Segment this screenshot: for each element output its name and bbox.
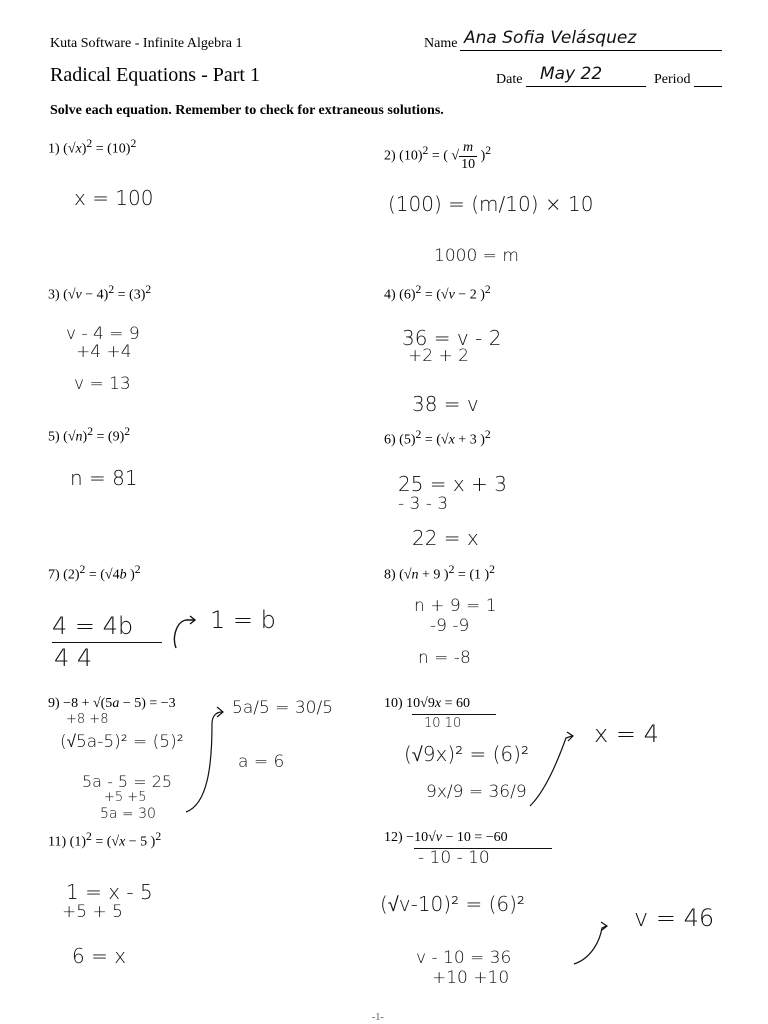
problem-4-equation: 4) $(6)^2 = (√v - 2$ )$^2$ (384, 283, 491, 303)
name-field[interactable] (460, 26, 722, 51)
problem-12-step-1: - 10 - 10 (418, 848, 490, 868)
problem-5-number: 5) (48, 429, 60, 445)
problem-7-number: 7) (48, 567, 60, 583)
problem-7-arrow-icon (172, 614, 198, 650)
problem-9-arrow-icon (182, 704, 226, 816)
problem-10-number: 10) (384, 696, 403, 711)
problem-12-step-3: v - 10 = 36 (416, 948, 512, 968)
problem-1-number: 1) (48, 141, 60, 157)
problem-6-equation: 6) $(5)^2 = (√x + 3$ )$^2$ (384, 428, 491, 448)
problem-11-equation: 11) $(1)^2 = (√x - 5$ )$^2$ (48, 830, 162, 850)
problem-4-step-3: 38 = v (412, 392, 479, 416)
problem-6-number: 6) (384, 432, 396, 448)
problem-3-step-2: +4 +4 (76, 342, 132, 362)
problem-2-step-1: (100) = (m/10) × 10 (388, 192, 594, 216)
problem-9-step-1: +8 +8 (66, 712, 109, 727)
problem-4-step-1: 36 = v - 2 (402, 326, 502, 350)
problem-11-number: 11) (48, 834, 67, 850)
problem-10-fraction-bar (412, 714, 496, 715)
problem-3-number: 3) (48, 287, 60, 303)
period-label: Period (654, 72, 691, 87)
date-field[interactable] (526, 66, 646, 87)
problem-2-number: 2) (384, 148, 396, 164)
problem-9-equation: 9) −8 + √(5a − 5) = −3 (48, 696, 176, 711)
publisher-label: Kuta Software - Infinite Algebra 1 (50, 36, 243, 51)
problem-7-step-1: 4 = 4b (52, 612, 134, 640)
problem-9-step-2: (√5a-5)² = (5)² (60, 732, 184, 752)
instructions: Solve each equation. Remember to check for extraneous solutions. (50, 103, 444, 118)
problem-12-number: 12) (384, 830, 403, 845)
problem-10-step-4: x = 4 (594, 720, 659, 748)
problem-10-arrow-icon (528, 730, 576, 808)
problem-12-step-5: v = 46 (634, 904, 715, 932)
problem-12-arrow-icon (572, 920, 612, 966)
problem-4-step-2: +2 + 2 (408, 346, 469, 366)
problem-9-step-5: 5a = 30 (100, 806, 156, 822)
problem-3-step-1: v - 4 = 9 (66, 324, 140, 344)
problem-10-step-2: (√9x)² = (6)² (404, 742, 529, 766)
problem-12-step-2: (√v-10)² = (6)² (380, 892, 525, 916)
problem-6-step-1: 25 = x + 3 (398, 472, 507, 496)
problem-3-step-3: v = 13 (74, 374, 131, 394)
problem-10-equation: 10) 10√9x = 60 (384, 696, 470, 711)
problem-8-equation: 8) (√n + 9 )$^2$ = (1 )$^2$ (384, 563, 495, 583)
problem-2-step-2: 1000 = m (434, 246, 519, 266)
problem-9-step-6: 5a/5 = 30/5 (232, 698, 334, 718)
problem-3-equation: 3) $(√v - 4)^2 = (3)^2$ (48, 283, 152, 303)
problem-9-step-7: a = 6 (238, 752, 285, 772)
problem-12-equation: 12) −10√v − 10 = −60 (384, 830, 508, 845)
problem-11-step-2: +5 + 5 (62, 902, 123, 922)
problem-9-step-4: +5 +5 (104, 790, 147, 805)
problem-7-fraction-bar (52, 642, 162, 643)
problem-1-step-1: x = 100 (74, 186, 154, 210)
problem-6-step-3: 22 = x (412, 526, 479, 550)
problem-11-step-1: 1 = x - 5 (66, 880, 153, 904)
problem-7-equation: 7) $(2)^2 = (√4b$ )$^2$ (48, 563, 141, 583)
problem-8-step-2: -9 -9 (430, 616, 470, 636)
problem-11-step-3: 6 = x (72, 944, 127, 968)
problem-9-step-3: 5a - 5 = 25 (82, 772, 173, 791)
problem-1-equation: 1) $(√x)^2 = (10)^2$ (48, 137, 137, 157)
problem-8-number: 8) (384, 567, 396, 583)
problem-6-step-2: - 3 - 3 (398, 494, 449, 514)
problem-12-step-4: +10 +10 (432, 968, 510, 988)
problem-2-equation: 2) $(10)^2$ = ( √ $\frac{m}{10}$ )$^2$ (384, 140, 492, 172)
period-field[interactable] (694, 70, 722, 87)
problem-8-step-3: n = -8 (418, 648, 471, 668)
date-label: Date (496, 72, 523, 87)
page-number: -1- (372, 1012, 384, 1023)
problem-9-number: 9) (48, 696, 60, 711)
problem-10-step-1: 10 10 (424, 716, 462, 731)
problem-5-step-1: n = 81 (70, 466, 138, 490)
problem-8-step-1: n + 9 = 1 (414, 596, 497, 616)
problem-4-number: 4) (384, 287, 396, 303)
problem-10-step-3: 9x/9 = 36/9 (426, 782, 527, 802)
page-title: Radical Equations - Part 1 (50, 64, 260, 86)
name-label: Name (424, 36, 458, 51)
problem-7-step-2: 4 4 (54, 644, 93, 672)
problem-7-step-3: 1 = b (210, 606, 276, 634)
date-value: May 22 (540, 64, 603, 84)
name-signature: Ana Sofia Velásquez (464, 28, 637, 48)
problem-5-equation: 5) $(√n)^2 = (9)^2$ (48, 425, 131, 445)
